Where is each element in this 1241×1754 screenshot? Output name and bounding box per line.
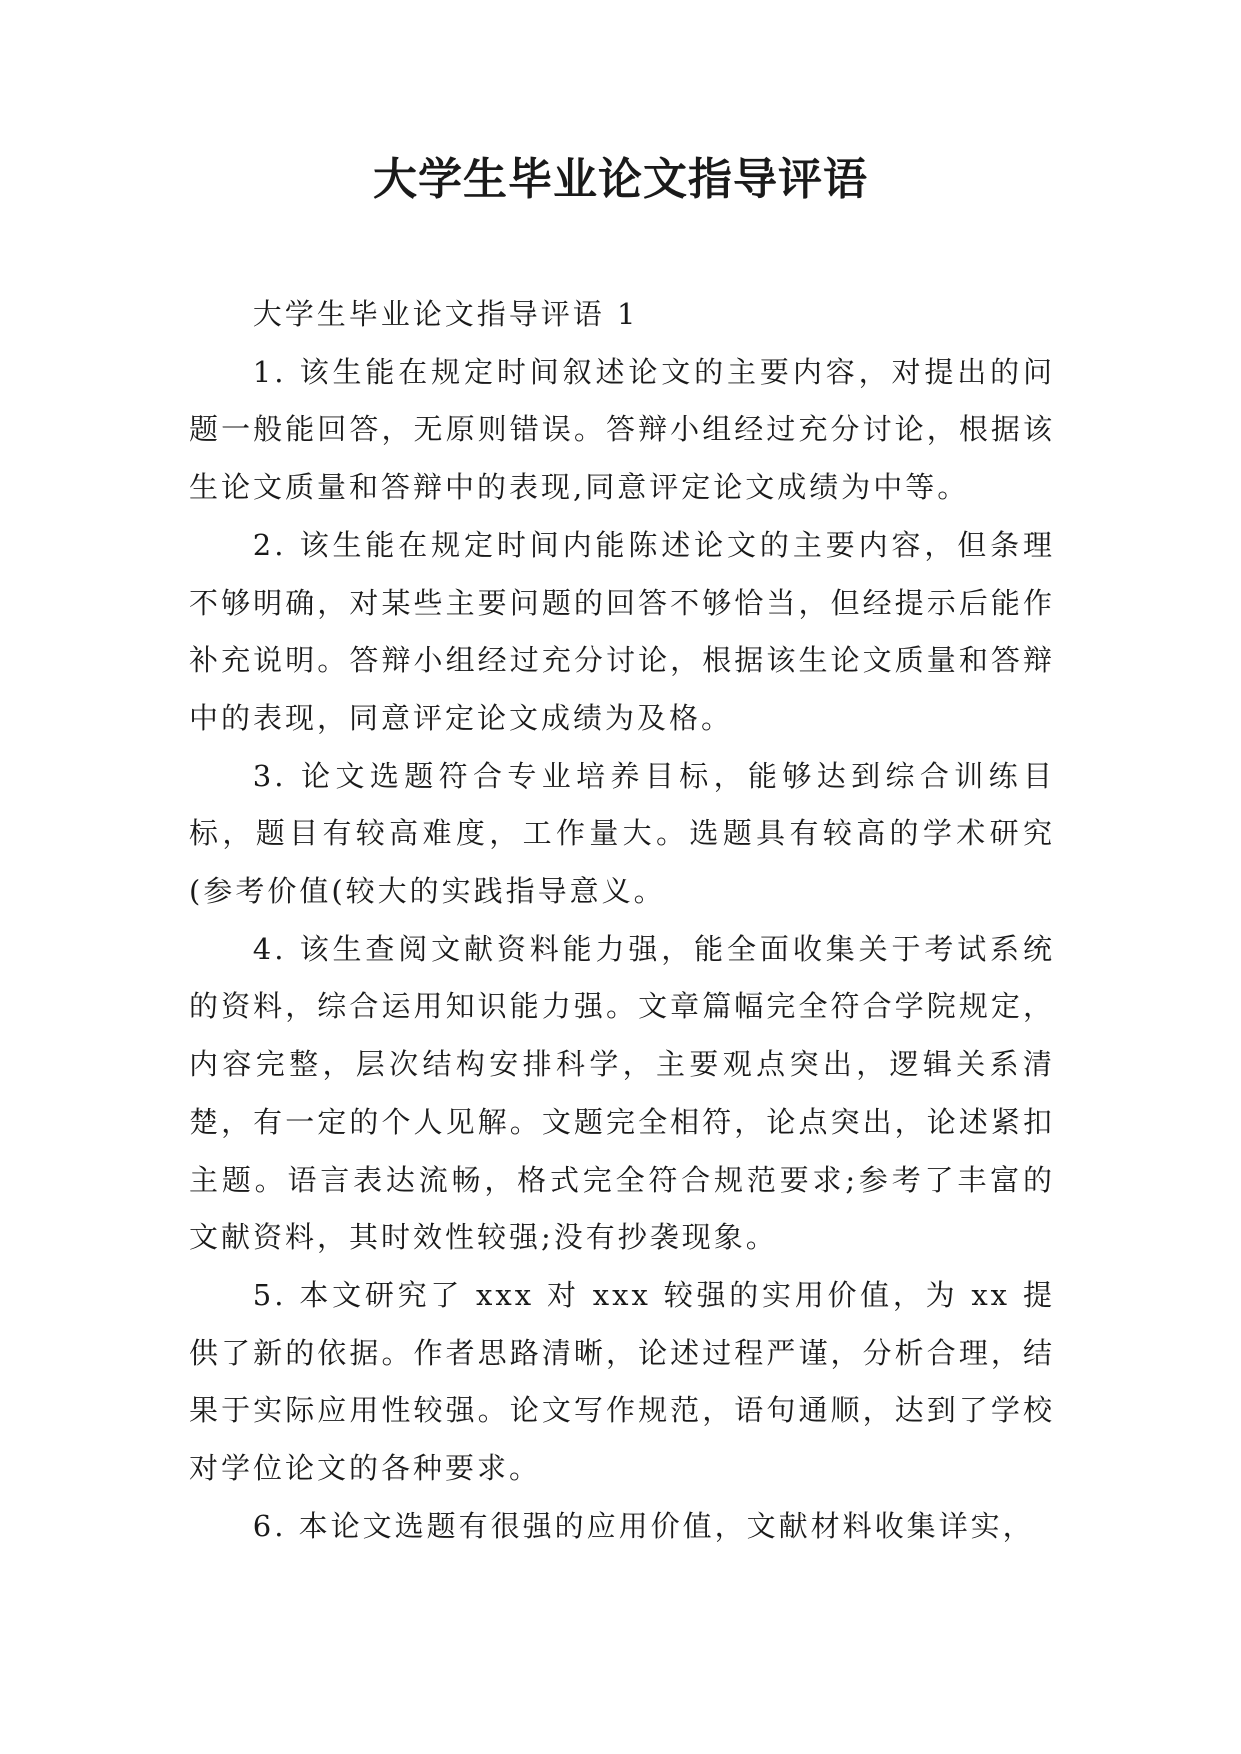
- section-heading: 大学生毕业论文指导评语 1: [252, 297, 639, 331]
- paragraph-3: 3. 论文选题符合专业培养目标，能够达到综合训练目标，题目有较高难度，工作量大。选题具有较高的学术研究(参考价值(较大的实践指导意义。: [189, 758, 1055, 909]
- paragraph-1: 1. 该生能在规定时间叙述论文的主要内容，对提出的问题一般能回答，无原则错误。答辩小组经过充分讨论，根据该生论文质量和答辩中的表现,同意评定论文成绩为中等。: [189, 354, 1055, 505]
- paragraph-4: 4. 该生查阅文献资料能力强，能全面收集关于考试系统的资料，综合运用知识能力强。文章篇幅完全符合学院规定，内容完整，层次结构安排科学，主要观点突出，逻辑关系清楚，有一定的个人见解。文题完全相符，论点突出，论述紧扣主题。语言表达流畅，格式完全符合规范要求;参考了丰富的文献资料，其时效性较强;没有抄袭现象。: [189, 931, 1055, 1255]
- document-title: 大学生毕业论文指导评语: [373, 154, 868, 205]
- paragraph-5: 5. 本文研究了 xxx 对 xxx 较强的实用价值，为 xx 提供了新的依据。作者思路清晰，论述过程严谨，分析合理，结果于实际应用性较强。论文写作规范，语句通顺，达到了学校对学位论文的各种要求。: [189, 1277, 1055, 1486]
- paragraph-6: 6. 本论文选题有很强的应用价值，文献材料收集详实，: [252, 1508, 1035, 1543]
- paragraph-2: 2. 该生能在规定时间内能陈述论文的主要内容，但条理不够明确，对某些主要问题的回答不够恰当，但经提示后能作补充说明。答辩小组经过充分讨论，根据该生论文质量和答辩中的表现，同意评定论文成绩为及格。: [189, 527, 1055, 735]
- document-body: [189, 286, 1055, 1555]
